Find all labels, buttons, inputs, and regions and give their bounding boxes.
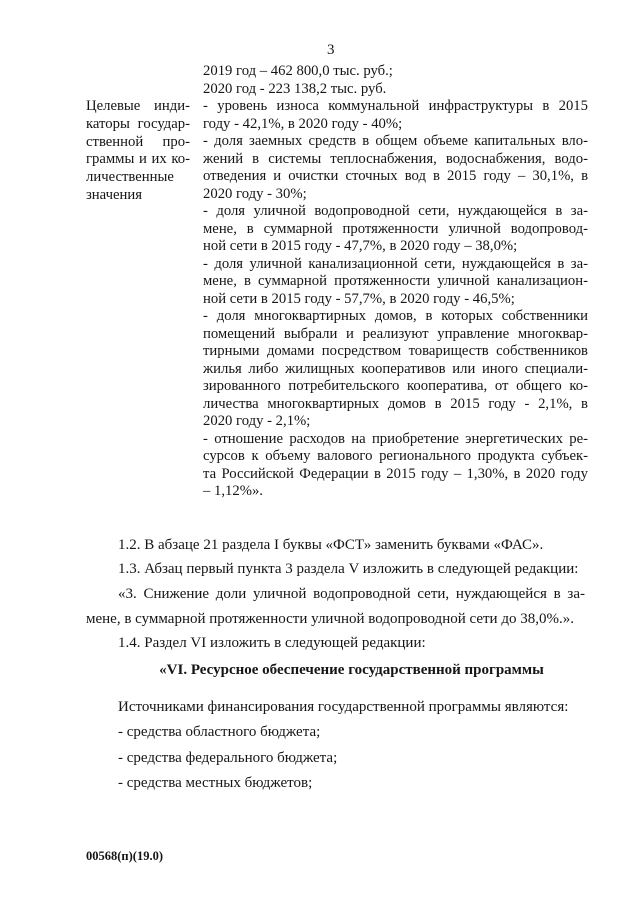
indicator-line: помещений выбрали и реализуют управление многоквар-: [203, 325, 588, 342]
label-line: граммы и их ко-: [86, 151, 190, 168]
label-line: личественные: [86, 169, 174, 186]
indicator-line: ной сети в 2015 году - 47,7%, в 2020 году – 38,0%;: [203, 238, 518, 254]
indicator-line: - доля многоквартирных домов, в которых собственники: [203, 308, 588, 324]
quoted-paragraph-line: «3. Снижение доли уличной водопроводной сети, нуждающейся в за-: [118, 586, 585, 602]
indicator-line: отведения и очистки сточных вод в 2015 году – 30,1%, в: [203, 168, 588, 184]
indicator-line: жилья либо жилищных кооперативов или иного специали-: [203, 360, 588, 377]
indicator-line: - отношение расходов на приобретение энергетических ре-: [203, 430, 588, 447]
paragraph-1-2: 1.2. В абзаце 21 раздела I буквы «ФСТ» заменить буквами «ФАС».: [118, 537, 544, 553]
indicator-item: [203, 256, 588, 309]
indicator-line: сурсов к объему валового регионального продукта субъек-: [203, 448, 588, 464]
indicator-line: тирными домами посредством товариществ собственников: [203, 343, 588, 359]
label-line: Целевые инди-: [86, 98, 190, 114]
indicator-line: жений в системы теплоснабжения, водоснабжения, водо-: [203, 150, 588, 167]
paragraph-1-4: 1.4. Раздел VI изложить в следующей редакции:: [118, 635, 426, 651]
indicator-line: году - 42,1%, в 2020 году - 40%;: [203, 115, 403, 132]
indicators-label-cell: [86, 98, 190, 205]
label-line: значения: [86, 186, 142, 203]
quoted-paragraph-line: мене, в суммарной протяженности уличной водопроводной сети до 38,0%.».: [86, 611, 574, 627]
indicator-line: ной сети в 2015 году - 57,7%, в 2020 году - 46,5%;: [203, 290, 515, 307]
page-number: 3: [327, 42, 335, 58]
indicator-line: зированного потребительского кооператива, от общего ко-: [203, 378, 588, 394]
funding-source-item: - средства федерального бюджета;: [118, 750, 338, 766]
indicator-line: - доля заемных средств в общем объеме капитальных вло-: [203, 133, 588, 149]
indicator-line: - доля уличной канализационной сети, нуждающейся в за-: [203, 255, 588, 272]
label-line: каторы государ-: [86, 115, 190, 132]
indicator-line: та Российской Федерации в 2015 году – 1,30%, в 2020 году: [203, 465, 588, 482]
indicator-item: [203, 431, 588, 501]
funding-line: 2019 год – 462 800,0 тыс. руб.;: [203, 63, 393, 79]
indicator-item: [203, 98, 588, 133]
indicator-line: мене, в суммарной протяженности уличной водопровод-: [203, 220, 588, 237]
indicator-line: 2020 году - 30%;: [203, 185, 307, 202]
paragraph-1-3: 1.3. Абзац первый пункта 3 раздела V изложить в следующей редакции:: [118, 561, 579, 577]
indicator-line: - уровень износа коммунальной инфраструктуры в 2015: [203, 98, 588, 114]
label-line: ственной про-: [86, 133, 190, 150]
indicator-item: [203, 308, 588, 431]
section-heading: «VI. Ресурсное обеспечение государственной программы: [159, 662, 544, 678]
indicator-line: 2020 году - 2,1%;: [203, 413, 311, 429]
indicator-line: - доля уличной водопроводной сети, нуждающейся в за-: [203, 203, 588, 219]
indicators-text-column: [203, 63, 588, 501]
indicator-line: личества многоквартирных домов в 2015 году - 2,1%, в: [203, 395, 588, 412]
document-code: 00568(п)(19.0): [86, 849, 163, 863]
funding-source-item: - средства областного бюджета;: [118, 724, 321, 740]
indicator-item: [203, 133, 588, 203]
indicator-item: [203, 203, 588, 256]
indicator-line: – 1,12%».: [203, 483, 263, 499]
funding-line: 2020 год - 223 138,2 тыс. руб.: [203, 80, 387, 97]
funding-source-item: - средства местных бюджетов;: [118, 775, 313, 791]
section-intro: Источниками финансирования государственной программы являются:: [118, 699, 569, 715]
indicator-line: мене, в суммарной протяженности уличной канализацион-: [203, 273, 588, 289]
